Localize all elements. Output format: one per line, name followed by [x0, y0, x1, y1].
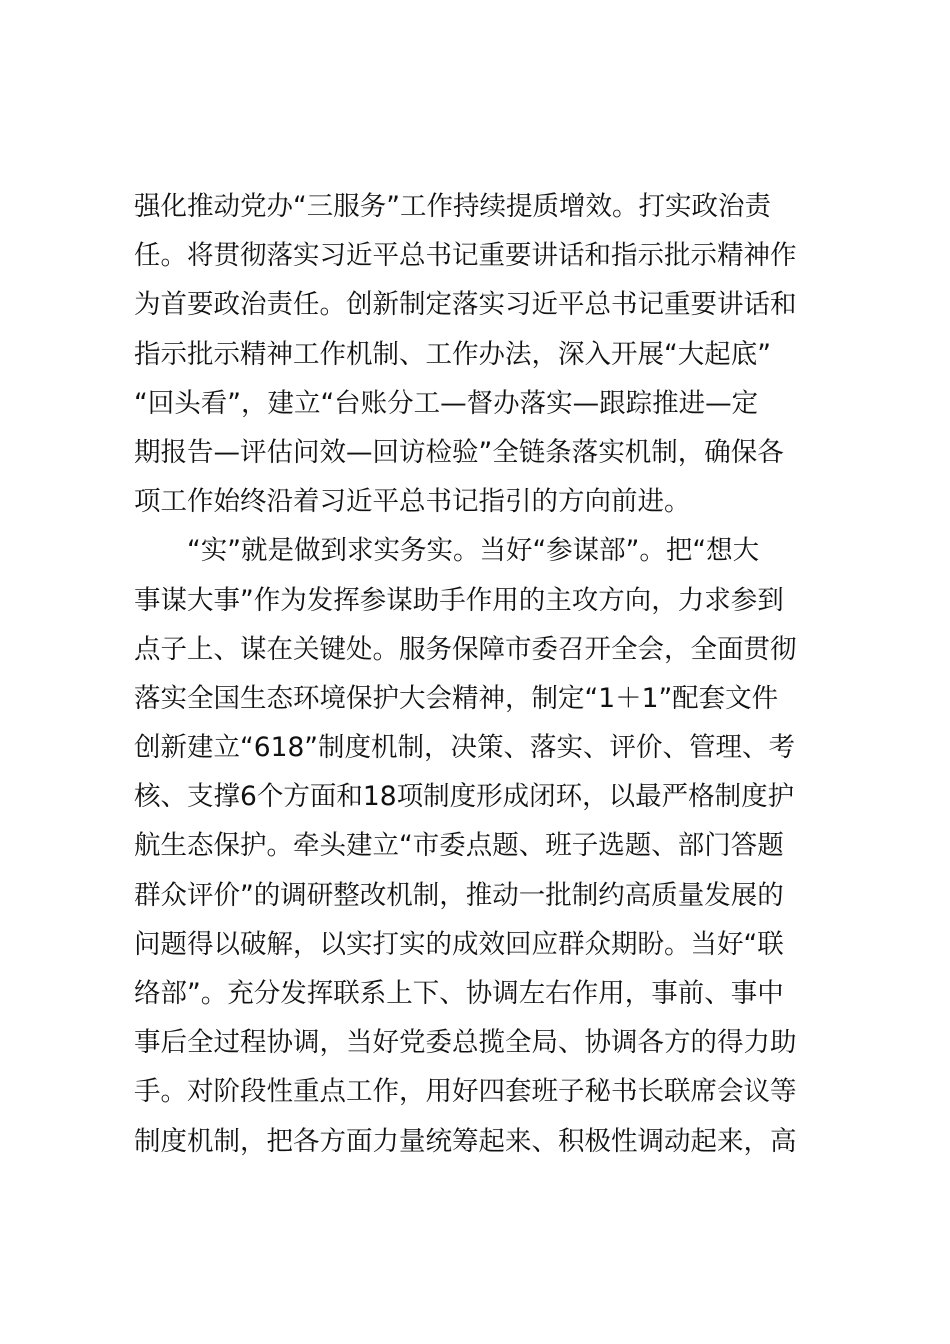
text-line: 事后全过程协调，当好党委总揽全局、协调各方的得力助	[134, 1027, 797, 1059]
text-line: 事谋大事”作为发挥参谋助手作用的主攻方向，力求参到	[134, 584, 784, 616]
text-line: 项工作始终沿着习近平总书记指引的方向前进。	[134, 486, 691, 518]
text-line: 手。对阶段性重点工作，用好四套班子秘书长联席会议等	[134, 1076, 797, 1108]
text-line: 任。将贯彻落实习近平总书记重要讲话和指示批示精神作	[134, 240, 797, 272]
body-text	[134, 182, 854, 1166]
text-line: 落实全国生态环境保护大会精神，制定“1＋1”配套文件	[134, 682, 779, 714]
text-line: “回头看”，建立“台账分工—督办落实—跟踪推进—定	[134, 387, 759, 419]
text-line: 创新建立“618”制度机制，决策、落实、评价、管理、考	[134, 732, 796, 764]
text-line: 核、支撑6个方面和18项制度形成闭环，以最严格制度护	[134, 781, 795, 813]
text-line: 点子上、谋在关键处。服务保障市委召开全会，全面贯彻	[134, 633, 797, 665]
text-line: 强化推动党办“三服务”工作持续提质增效。打实政治责	[134, 191, 771, 222]
text-line: 制度机制，把各方面力量统筹起来、积极性调动起来，高	[134, 1125, 797, 1157]
text-line: 航生态保护。牵头建立“市委点题、班子选题、部门答题	[134, 830, 784, 862]
text-line: 期报告—评估问效—回访检验”全链条落实机制，确保各	[134, 436, 784, 468]
text-line: “实”就是做到求实务实。当好“参谋部”。把“想大	[134, 535, 760, 567]
text-line: 群众评价”的调研整改机制，推动一批制约高质量发展的	[134, 879, 784, 911]
text-line: 为首要政治责任。创新制定落实习近平总书记重要讲话和	[134, 289, 797, 321]
text-line: 指示批示精神工作机制、工作办法，深入开展“大起底”	[134, 338, 771, 370]
text-line: 络部”。充分发挥联系上下、协调左右作用，事前、事中	[134, 978, 784, 1009]
text-line: 问题得以破解，以实打实的成效回应群众期盼。当好“联	[134, 928, 784, 960]
